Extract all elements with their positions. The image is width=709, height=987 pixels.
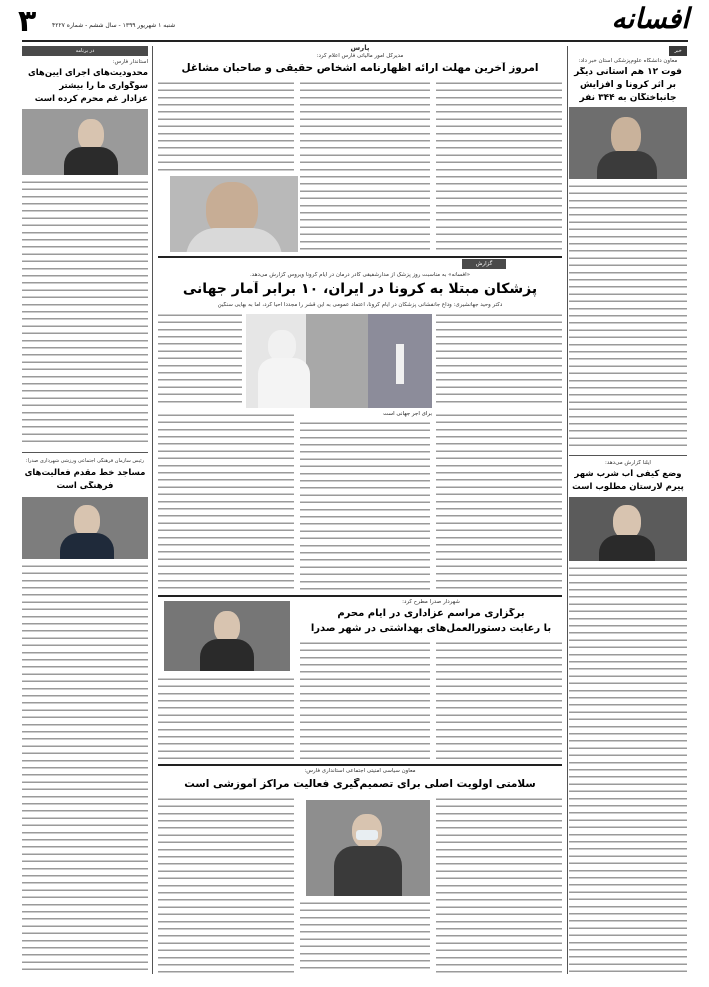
left-story-divider xyxy=(22,452,148,453)
bottom-story2-body-right xyxy=(436,796,562,973)
left-story-headline-1: محدودیت‌های اجرای آیین‌های xyxy=(27,68,148,78)
right-section-label: خبر xyxy=(669,46,687,56)
left-story-body xyxy=(22,179,148,447)
bottom-story2-body-mid xyxy=(300,900,430,973)
bottom-story-divider xyxy=(158,764,562,766)
right-story2-headline-2: پیرم لارستان مطلوب است xyxy=(572,482,684,492)
left-story2-headline-2: فرهنگی است xyxy=(56,481,114,491)
main-story-body-col-1 xyxy=(436,412,562,590)
left-story2-body xyxy=(22,563,148,973)
top-story-photo xyxy=(170,176,298,252)
top-story-section: پارس xyxy=(350,44,370,52)
main-story-deck: «افسانه» به مناسبت روز پزشک از مدارشفیقی کادر درمان در ایام کرونا ویروس گزارش می‌دهد. xyxy=(249,272,471,278)
bottom-story-kicker: شهردار صدرا مطرح کرد: xyxy=(402,599,460,605)
main-story-body-col-3 xyxy=(158,412,294,590)
left-column-divider xyxy=(152,46,153,974)
right-story2-body xyxy=(569,565,687,973)
main-story-photo xyxy=(246,314,432,408)
top-story-body-right xyxy=(436,80,562,252)
main-story-headline: پزشکان مبتلا به کرونا در ایران، ۱۰ برابر آمار جهانی xyxy=(182,281,538,297)
bottom-story-photo xyxy=(164,601,290,671)
right-story-headline-3: جانباختگان به ۳۴۴ نفر xyxy=(579,93,677,103)
bottom-story-headline-1: برگزاری مراسم عزاداری در ایام محرم xyxy=(337,608,525,619)
top-story-divider xyxy=(158,256,562,258)
left-story-photo xyxy=(22,109,148,175)
right-story-headline-1: فوت ۱۲ هم استانی دیگر xyxy=(574,67,682,77)
left-section-label: در برنامه xyxy=(22,46,148,56)
left-story-kicker: استاندار فارس: xyxy=(112,59,148,65)
top-story-kicker: مدیرکل امور مالیاتی فارس اعلام کرد: xyxy=(316,53,404,59)
main-story-body-right-top xyxy=(436,312,562,408)
top-story-headline: امروز آخرین مهلت ارائه اظهارنامه اشخاص حقیقی و صاحبان مشاغل xyxy=(181,62,539,74)
right-story2-photo xyxy=(569,497,687,561)
left-story2-kicker: رئیس سازمان فرهنگی اجتماعی ورزشی شهرداری صدرا: xyxy=(25,458,145,464)
page-number: ۳ xyxy=(18,4,37,39)
bottom-story2-photo xyxy=(306,800,430,896)
left-story2-headline-1: مساجد خط مقدم فعالیت‌های xyxy=(24,468,146,478)
left-story-headline-2: سوگواری ما را بیشتر xyxy=(59,81,148,91)
left-story-headline-3: عزادار غم محرم کرده است xyxy=(34,94,148,104)
right-story2-headline-1: وضع کیفی آب شرب شهر xyxy=(574,469,682,479)
bottom-story-body-right xyxy=(436,640,562,760)
top-story-body-left xyxy=(158,80,294,174)
main-story-body-col-2 xyxy=(300,420,430,590)
right-story-kicker: معاون دانشگاه علوم‌پزشکی استان خبر داد: xyxy=(578,58,678,64)
bottom-story-body-mid xyxy=(300,640,430,760)
main-story-subhead: دکتر وحید جهانشیری: وداع جانفشانی پزشکان در ایام کرونا، اعتماد عمومی به این قشر را مجدداً احیا کرد، اما به بهایی سنگین xyxy=(217,302,503,308)
main-story-body-left-top xyxy=(158,312,242,408)
bottom-story2-body-left xyxy=(158,796,294,973)
main-story-divider xyxy=(158,595,562,597)
right-story-headline-2: بر اثر کرونا و افزایش xyxy=(579,80,677,90)
bottom-story-body-left xyxy=(158,676,294,760)
right-column-divider xyxy=(567,46,568,974)
issue-line: شنبه ۱ شهریور ۱۳۹۹ - سال ششم - شماره ۴۲۲۷ xyxy=(52,22,176,29)
right-story-body xyxy=(569,183,687,451)
right-story-photo xyxy=(569,107,687,179)
main-story-photo-caption: برای اجر جهانی است xyxy=(383,411,432,417)
right-story-divider xyxy=(569,455,687,456)
bottom-story2-headline: سلامتی اولویت اصلی برای تصمیم‌گیری فعالیت مراکز آموزشی است xyxy=(184,778,536,790)
right-story2-kicker: ایلنا گزارش می‌دهد: xyxy=(605,460,651,466)
main-story-section: گزارش xyxy=(462,259,506,269)
newspaper-logo: افسانه xyxy=(611,2,689,35)
left-story2-photo xyxy=(22,497,148,559)
top-story-body-mid xyxy=(300,80,430,252)
bottom-story2-kicker: معاون سیاسی امنیتی اجتماعی استانداری فارس: xyxy=(304,768,416,774)
masthead xyxy=(0,0,709,42)
bottom-story-headline-2: با رعایت دستورالعمل‌های بهداشتی در شهر صدرا xyxy=(310,623,552,634)
masthead-rule xyxy=(22,40,688,42)
